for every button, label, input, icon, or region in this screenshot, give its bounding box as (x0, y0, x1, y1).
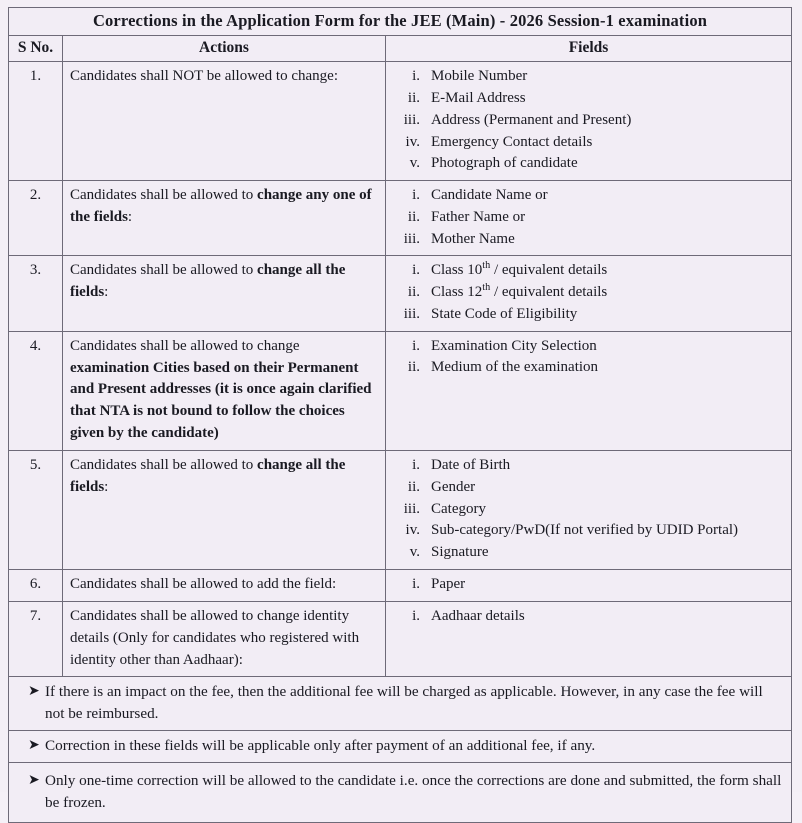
column-header-fields: Fields (386, 35, 792, 62)
field-label (431, 260, 607, 282)
list-item (390, 229, 789, 251)
field-numeral: iii. (403, 305, 420, 322)
field-label-post: / equivalent details (490, 284, 608, 301)
table-row (9, 331, 792, 450)
row-action-text (63, 331, 386, 450)
note-row (9, 731, 792, 763)
field-numeral: i. (412, 575, 420, 592)
list-item (390, 88, 789, 110)
field-label: Father Name or (431, 208, 526, 225)
field-numeral: v. (409, 155, 420, 172)
action-text-bold: examination Cities based on their Permanent and Present addresses (it is once again clarified that NTA is not bound to follow the choices given by the candidate) (70, 359, 372, 442)
row-fields-list (386, 181, 792, 256)
list-item (390, 574, 789, 596)
action-text-plain-tail: : (104, 478, 109, 495)
action-text-plain-tail: : (127, 209, 133, 226)
list-item (390, 153, 789, 175)
table-row (9, 256, 792, 331)
note-cell (9, 763, 792, 823)
note-text: Only one-time correction will be allowed to the candidate i.e. once the corrections are done and submitted, the form shall be frozen. (45, 772, 782, 811)
list-item (390, 542, 789, 564)
field-numeral: ii. (407, 90, 420, 107)
row-serial-number: 5. (9, 451, 63, 570)
field-numeral: i. (412, 187, 420, 204)
field-label: Date of Birth (431, 457, 511, 474)
table-header-row (9, 35, 792, 62)
table-row (9, 181, 792, 256)
field-label: Address (Permanent and Present) (431, 111, 632, 128)
field-numeral: ii. (407, 359, 420, 376)
table-row (9, 569, 792, 601)
table-row (9, 451, 792, 570)
field-label: E-Mail Address (431, 90, 526, 107)
field-label-post: / equivalent details (490, 262, 608, 279)
row-action-text (63, 601, 386, 677)
row-serial-number: 2. (9, 181, 63, 256)
field-label: Mobile Number (431, 68, 528, 85)
field-numeral: ii. (407, 284, 420, 301)
field-label: Emergency Contact details (431, 133, 593, 150)
list-item (390, 606, 789, 628)
list-item (390, 520, 789, 542)
action-text-plain: Candidates shall be allowed to change (70, 337, 300, 354)
field-label: Aadhaar details (431, 607, 525, 624)
list-item (390, 455, 789, 477)
field-label-pre: Class 12 (431, 284, 483, 301)
note-row (9, 677, 792, 731)
action-text-bold: change all the fields (70, 262, 346, 301)
row-fields-list (386, 569, 792, 601)
note-row (9, 763, 792, 823)
arrow-bullet-icon: ➤ (28, 773, 40, 789)
list-item (390, 260, 789, 282)
field-numeral: iv. (405, 522, 420, 539)
arrow-bullet-icon: ➤ (28, 684, 40, 700)
row-action-text (63, 569, 386, 601)
list-item (390, 132, 789, 154)
corrections-table (8, 7, 792, 823)
field-label: Sub-category/PwD(If not verified by UDID Portal) (431, 522, 739, 539)
action-text-plain-tail: : (104, 284, 109, 301)
field-numeral: iii. (403, 500, 420, 517)
field-label: State Code of Eligibility (431, 305, 578, 322)
action-text-plain: Candidates shall be allowed to (70, 187, 258, 204)
arrow-bullet-icon: ➤ (28, 738, 40, 754)
row-fields-list (386, 62, 792, 181)
list-item (390, 336, 789, 358)
action-text-plain: Candidates shall be allowed to change identity details (Only for candidates who registered with identity other than Aadhaar): (70, 607, 360, 668)
table-row (9, 62, 792, 181)
field-numeral: iii. (403, 111, 420, 128)
field-numeral: ii. (407, 208, 420, 225)
field-label-pre: Class 10 (431, 262, 483, 279)
field-numeral: iii. (403, 230, 420, 247)
row-action-text (63, 181, 386, 256)
column-header-actions: Actions (63, 35, 386, 62)
field-numeral: i. (412, 607, 420, 624)
field-numeral: ii. (407, 478, 420, 495)
field-label (431, 282, 607, 304)
field-label: Candidate Name or (431, 187, 548, 204)
row-serial-number: 6. (9, 569, 63, 601)
field-label: Medium of the examination (431, 359, 599, 376)
row-fields-list (386, 451, 792, 570)
field-numeral: i. (412, 262, 420, 279)
list-item (390, 110, 789, 132)
list-item (390, 185, 789, 207)
row-fields-list (386, 601, 792, 677)
field-label: Photograph of candidate (431, 155, 578, 172)
field-numeral: iv. (405, 133, 420, 150)
row-action-text (63, 62, 386, 181)
field-numeral: i. (412, 68, 420, 85)
field-numeral: i. (412, 457, 420, 474)
field-numeral: i. (412, 337, 420, 354)
action-text-bold: change all the fields (70, 457, 346, 495)
action-text-plain: Candidates shall be allowed to add the field: (70, 575, 337, 592)
action-text-plain: Candidates shall be allowed to (70, 457, 258, 474)
action-text-plain: Candidates shall be allowed to (70, 262, 258, 279)
list-item (390, 477, 789, 499)
note-text: Correction in these fields will be applicable only after payment of an additional fee, if any. (45, 737, 596, 755)
table-title-row (9, 8, 792, 36)
list-item (390, 499, 789, 521)
row-serial-number: 4. (9, 331, 63, 450)
note-cell (9, 677, 792, 731)
note-cell (9, 731, 792, 763)
field-label: Paper (431, 575, 466, 592)
list-item (390, 357, 789, 379)
row-serial-number: 1. (9, 62, 63, 181)
list-item (390, 304, 789, 326)
field-numeral: v. (409, 544, 420, 561)
row-action-text (63, 451, 386, 570)
field-label: Mother Name (431, 230, 515, 247)
column-header-sno: S No. (9, 35, 63, 62)
field-label: Signature (431, 544, 489, 561)
field-label-superscript: th (482, 260, 491, 272)
field-label-superscript: th (482, 282, 491, 294)
row-serial-number: 7. (9, 601, 63, 677)
list-item (390, 282, 789, 304)
field-label: Category (431, 500, 486, 517)
field-label: Examination City Selection (431, 337, 597, 354)
page-title: Corrections in the Application Form for the JEE (Main) - 2026 Session-1 examination (9, 8, 792, 36)
row-action-text (63, 256, 386, 331)
action-text-plain: Candidates shall NOT be allowed to change: (70, 68, 338, 85)
row-fields-list (386, 256, 792, 331)
row-fields-list (386, 331, 792, 450)
list-item (390, 66, 789, 88)
note-text: If there is an impact on the fee, then the additional fee will be charged as applicable. However, in any case the fee will not be reimbursed. (45, 683, 763, 723)
action-text-bold: change any one of the fields (70, 187, 372, 226)
table-row (9, 601, 792, 677)
list-item (390, 207, 789, 229)
field-label: Gender (431, 478, 476, 495)
row-serial-number: 3. (9, 256, 63, 331)
